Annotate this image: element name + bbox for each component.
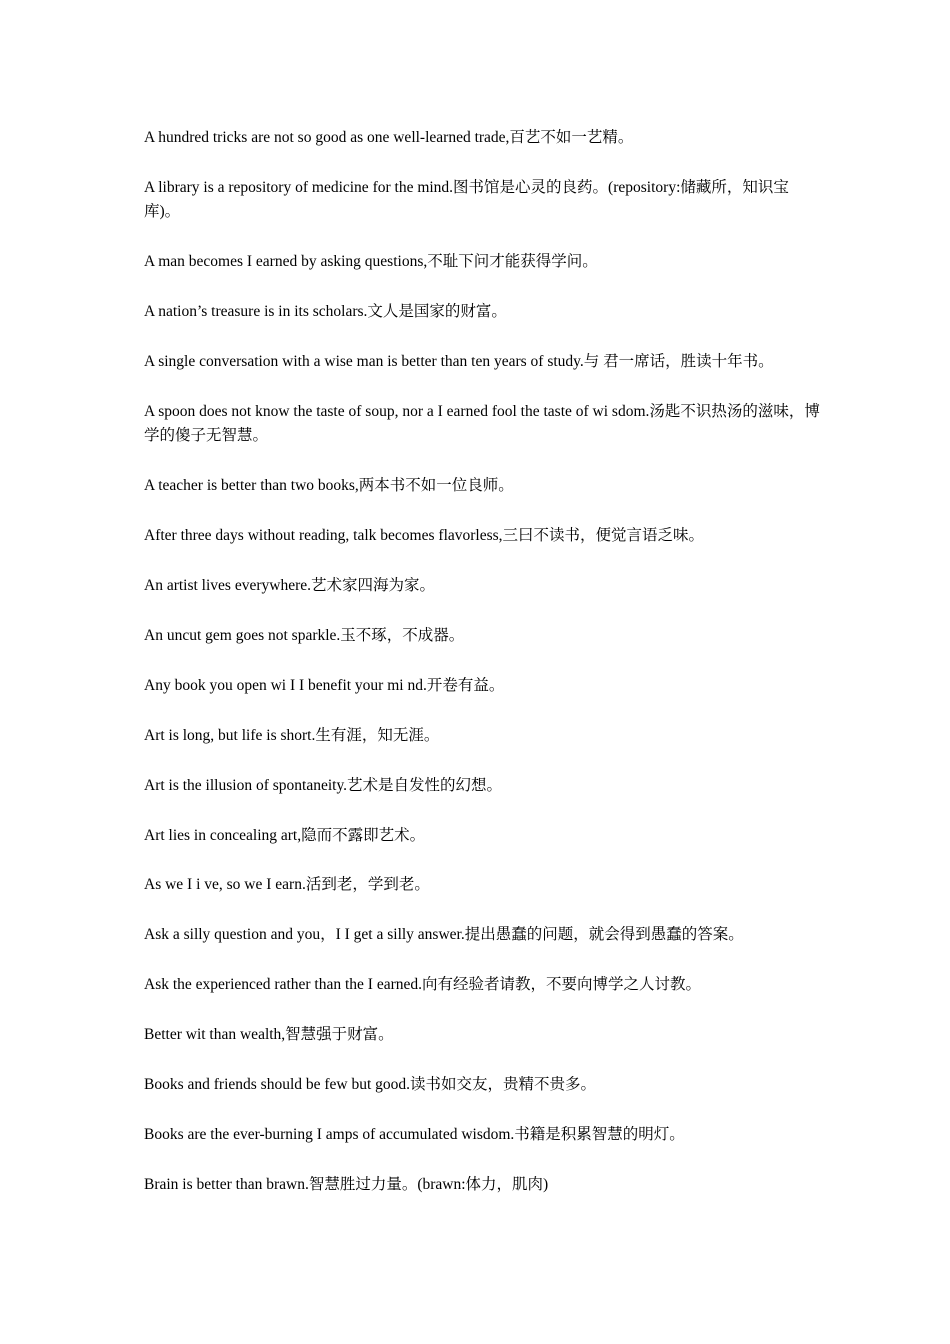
proverb-entry: A spoon does not know the taste of soup, nor a I earned fool the taste of wi sdom.汤匙不识热汤的滋味，博学的傻子无智慧。 xyxy=(144,402,820,445)
proverb-entry: A library is a repository of medicine for the mind.图书馆是心灵的良药。(repository:储藏所，知识宝库)。 xyxy=(144,178,789,221)
proverb-entry: Brain is better than brawn.智慧胜过力量。(brawn:体力，肌肉) xyxy=(144,1175,549,1193)
proverb-list xyxy=(144,126,824,1223)
proverb-entry: Books and friends should be few but good.读书如交友，贵精不贵多。 xyxy=(144,1076,597,1094)
proverb-entry: Ask the experienced rather than the I earned.向有经验者请教，不要向博学之人讨教。 xyxy=(144,976,702,994)
proverb-entry: Ask a silly question and you，I I get a silly answer.提出愚蠢的问题，就会得到愚蠢的答案。 xyxy=(144,926,744,944)
proverb-entry: Better wit than wealth,智慧强于财富。 xyxy=(144,1026,394,1044)
proverb-entry: After three days without reading, talk becomes flavorless,三曰不读书，便觉言语乏味。 xyxy=(144,527,705,545)
proverb-entry: Books are the ever-burning I amps of accumulated wisdom.书籍是积累智慧的明灯。 xyxy=(144,1125,685,1143)
proverb-entry: A single conversation with a wise man is better than ten years of study.与 君一席话，胜读十年书。 xyxy=(144,353,774,371)
proverb-entry: As we I i ve, so we I earn.活到老，学到老。 xyxy=(144,876,430,894)
proverb-entry: A hundred tricks are not so good as one well-learned trade,百艺不如一艺精。 xyxy=(144,129,634,146)
proverb-entry: An uncut gem goes not sparkle.玉不琢，不成器。 xyxy=(144,627,465,645)
proverb-entry: An artist lives everywhere.艺术家四海为家。 xyxy=(144,577,435,595)
proverb-entry: Art is long, but life is short.生有涯，知无涯。 xyxy=(144,726,440,744)
proverb-entry: A man becomes I earned by asking questions,不耻下问才能获得学问。 xyxy=(144,253,598,271)
proverb-entry: Any book you open wi I I benefit your mi nd.开卷有益。 xyxy=(144,676,505,694)
proverb-entry: A nation’s treasure is in its scholars.文人是国家的财富。 xyxy=(144,303,507,321)
proverb-entry: A teacher is better than two books,两本书不如一位良师。 xyxy=(144,477,514,495)
proverb-entry: Art is the illusion of spontaneity.艺术是自发性的幻想。 xyxy=(144,776,503,794)
proverb-entry: Art lies in concealing art,隐而不露即艺术。 xyxy=(144,826,426,844)
